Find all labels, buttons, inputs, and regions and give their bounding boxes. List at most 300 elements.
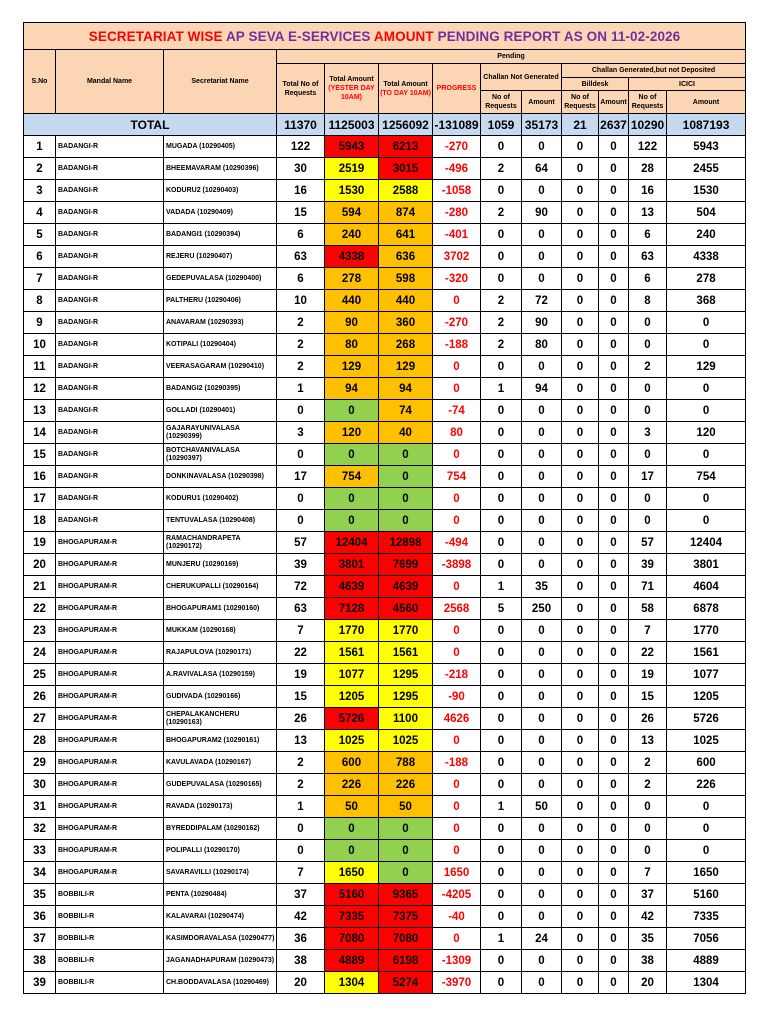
row-bd-amount: 0 [599,796,629,818]
row-progress: 0 [433,356,481,378]
row-cn-requests: 1 [481,576,522,598]
row-cn-requests: 0 [481,906,522,928]
row-amount-today: 1100 [379,708,433,730]
row-icici-requests: 20 [629,972,667,994]
row-bd-requests: 0 [562,334,599,356]
row-total-requests: 7 [277,862,325,884]
row-icici-requests: 35 [629,928,667,950]
row-mandal-name: BHOGAPURAM-R [56,686,164,708]
row-amount-today: 1025 [379,730,433,752]
row-secretariat-name: RAVADA (10290173) [164,796,277,818]
row-amount-yesterday: 600 [325,752,379,774]
row-secretariat-name: PALTHERU (10290406) [164,290,277,312]
row-cn-amount: 0 [522,554,562,576]
row-sno: 20 [24,554,56,576]
row-secretariat-name: RAMACHANDRAPETA (10290172) [164,532,277,554]
row-bd-amount: 0 [599,950,629,972]
row-total-requests: 38 [277,950,325,972]
row-icici-amount: 5726 [667,708,746,730]
row-mandal-name: BADANGI-R [56,268,164,290]
row-cn-requests: 0 [481,466,522,488]
row-cn-amount: 0 [522,422,562,444]
row-bd-amount: 0 [599,532,629,554]
total-cn-requests: 1059 [481,114,522,136]
row-total-requests: 15 [277,202,325,224]
row-bd-amount: 0 [599,818,629,840]
row-mandal-name: BOBBILI-R [56,928,164,950]
header-cn-amount: Amount [522,91,562,114]
row-cn-amount: 90 [522,202,562,224]
row-mandal-name: BOBBILI-R [56,906,164,928]
table-row [24,136,746,158]
row-cn-amount: 50 [522,796,562,818]
row-amount-yesterday: 0 [325,510,379,532]
row-bd-amount: 0 [599,686,629,708]
row-cn-amount: 0 [522,444,562,466]
row-bd-requests: 0 [562,444,599,466]
row-bd-requests: 0 [562,554,599,576]
row-icici-amount: 754 [667,466,746,488]
row-mandal-name: BADANGI-R [56,246,164,268]
row-mandal-name: BHOGAPURAM-R [56,818,164,840]
row-icici-requests: 26 [629,708,667,730]
row-bd-requests: 0 [562,708,599,730]
row-amount-today: 226 [379,774,433,796]
row-bd-requests: 0 [562,576,599,598]
row-amount-yesterday: 120 [325,422,379,444]
row-secretariat-name: KALAVARAI (10290474) [164,906,277,928]
row-cn-requests: 5 [481,598,522,620]
row-icici-amount: 4338 [667,246,746,268]
row-cn-amount: 0 [522,620,562,642]
row-sno: 18 [24,510,56,532]
row-amount-yesterday: 1025 [325,730,379,752]
row-icici-amount: 5160 [667,884,746,906]
row-sno: 16 [24,466,56,488]
row-amount-today: 4639 [379,576,433,598]
row-cn-amount: 24 [522,928,562,950]
row-cn-amount: 0 [522,884,562,906]
row-bd-requests: 0 [562,356,599,378]
row-icici-requests: 0 [629,818,667,840]
row-icici-requests: 42 [629,906,667,928]
row-sno: 23 [24,620,56,642]
row-cn-amount: 90 [522,312,562,334]
header-amount-today-label: Total Amount [383,80,428,88]
row-bd-amount: 0 [599,158,629,180]
row-secretariat-name: CHEPALAKANCHERU (10290163) [164,708,277,730]
table-row [24,862,746,884]
row-progress: -188 [433,752,481,774]
header-secretariat: Secretariat Name [164,50,277,114]
row-progress: 0 [433,576,481,598]
row-sno: 36 [24,906,56,928]
row-secretariat-name: PENTA (10290484) [164,884,277,906]
row-icici-requests: 0 [629,400,667,422]
row-cn-requests: 0 [481,730,522,752]
row-amount-today: 0 [379,444,433,466]
row-amount-yesterday: 1530 [325,180,379,202]
table-row [24,664,746,686]
row-amount-today: 874 [379,202,433,224]
row-icici-requests: 0 [629,378,667,400]
header-amount-yesterday [325,64,379,114]
table-row [24,422,746,444]
row-cn-requests: 0 [481,708,522,730]
row-cn-requests: 0 [481,840,522,862]
row-cn-requests: 2 [481,334,522,356]
table-row [24,532,746,554]
table-row [24,180,746,202]
table-row [24,796,746,818]
row-mandal-name: BHOGAPURAM-R [56,796,164,818]
row-secretariat-name: KOTIPALI (10290404) [164,334,277,356]
row-mandal-name: BADANGI-R [56,510,164,532]
table-row [24,906,746,928]
row-icici-requests: 6 [629,268,667,290]
row-amount-yesterday: 7335 [325,906,379,928]
row-cn-requests: 2 [481,290,522,312]
header-total-requests: Total No of Requests [277,64,325,114]
row-icici-requests: 3 [629,422,667,444]
row-sno: 5 [24,224,56,246]
table-row [24,444,746,466]
row-bd-amount: 0 [599,246,629,268]
row-bd-requests: 0 [562,400,599,422]
row-progress: 0 [433,774,481,796]
row-total-requests: 3 [277,422,325,444]
row-icici-amount: 129 [667,356,746,378]
row-progress: -1058 [433,180,481,202]
row-icici-requests: 2 [629,774,667,796]
row-bd-requests: 0 [562,202,599,224]
row-icici-amount: 7056 [667,928,746,950]
row-amount-today: 6213 [379,136,433,158]
header-progress: PROGRESS [433,64,481,114]
row-progress: -4205 [433,884,481,906]
row-icici-amount: 0 [667,796,746,818]
row-amount-today: 7080 [379,928,433,950]
row-progress: 754 [433,466,481,488]
row-sno: 31 [24,796,56,818]
row-icici-requests: 22 [629,642,667,664]
row-cn-requests: 0 [481,664,522,686]
row-amount-today: 7699 [379,554,433,576]
row-sno: 14 [24,422,56,444]
row-bd-amount: 0 [599,334,629,356]
total-bd-amount: 2637 [599,114,629,136]
row-cn-requests: 0 [481,818,522,840]
row-amount-yesterday: 4639 [325,576,379,598]
row-icici-requests: 2 [629,752,667,774]
row-bd-requests: 0 [562,378,599,400]
row-amount-today: 2588 [379,180,433,202]
row-bd-amount: 0 [599,774,629,796]
row-secretariat-name: VEERASAGARAM (10290410) [164,356,277,378]
row-icici-amount: 1077 [667,664,746,686]
row-cn-requests: 0 [481,642,522,664]
row-icici-amount: 4889 [667,950,746,972]
row-amount-yesterday: 5160 [325,884,379,906]
row-amount-yesterday: 240 [325,224,379,246]
table-row [24,730,746,752]
row-cn-requests: 0 [481,444,522,466]
row-sno: 9 [24,312,56,334]
row-cn-amount: 0 [522,246,562,268]
row-cn-requests: 0 [481,400,522,422]
row-bd-requests: 0 [562,466,599,488]
row-secretariat-name: MUKKAM (10290168) [164,620,277,642]
row-sno: 10 [24,334,56,356]
row-amount-yesterday: 7080 [325,928,379,950]
header-sno: S.No [24,50,56,114]
row-progress: 4626 [433,708,481,730]
table-row [24,312,746,334]
row-total-requests: 0 [277,444,325,466]
row-total-requests: 26 [277,708,325,730]
row-bd-amount: 0 [599,972,629,994]
header-amount-yesterday-sub: (YESTER DAY 10AM) [328,85,375,101]
row-total-requests: 42 [277,906,325,928]
row-icici-amount: 1561 [667,642,746,664]
row-bd-requests: 0 [562,598,599,620]
row-cn-requests: 0 [481,686,522,708]
row-cn-requests: 0 [481,554,522,576]
row-bd-requests: 0 [562,422,599,444]
row-bd-requests: 0 [562,818,599,840]
table-row [24,466,746,488]
row-bd-requests: 0 [562,796,599,818]
row-secretariat-name: A.RAVIVALASA (10290159) [164,664,277,686]
row-bd-requests: 0 [562,290,599,312]
row-bd-amount: 0 [599,620,629,642]
row-bd-requests: 0 [562,840,599,862]
row-cn-amount: 94 [522,378,562,400]
row-icici-amount: 226 [667,774,746,796]
row-mandal-name: BADANGI-R [56,400,164,422]
row-total-requests: 1 [277,796,325,818]
total-cn-amount: 35173 [522,114,562,136]
row-progress: 0 [433,290,481,312]
row-total-requests: 57 [277,532,325,554]
table-row [24,774,746,796]
row-progress: -320 [433,268,481,290]
row-icici-requests: 17 [629,466,667,488]
header-icici-requests: No of Requests [629,91,667,114]
row-progress: -90 [433,686,481,708]
row-bd-requests: 0 [562,642,599,664]
row-total-requests: 10 [277,290,325,312]
row-cn-amount: 0 [522,906,562,928]
row-bd-amount: 0 [599,576,629,598]
table-row [24,884,746,906]
row-amount-today: 440 [379,290,433,312]
row-mandal-name: BHOGAPURAM-R [56,532,164,554]
row-bd-requests: 0 [562,686,599,708]
row-icici-requests: 0 [629,488,667,510]
table-row [24,510,746,532]
row-bd-requests: 0 [562,158,599,180]
header-cn-requests: No of Requests [481,91,522,114]
row-icici-requests: 0 [629,312,667,334]
row-total-requests: 20 [277,972,325,994]
table-row [24,928,746,950]
row-amount-today: 6198 [379,950,433,972]
row-mandal-name: BHOGAPURAM-R [56,554,164,576]
row-cn-requests: 0 [481,774,522,796]
row-cn-amount: 35 [522,576,562,598]
row-icici-amount: 278 [667,268,746,290]
row-cn-requests: 0 [481,224,522,246]
row-amount-today: 4560 [379,598,433,620]
row-mandal-name: BOBBILI-R [56,884,164,906]
row-bd-amount: 0 [599,664,629,686]
row-icici-amount: 6878 [667,598,746,620]
row-amount-yesterday: 1205 [325,686,379,708]
row-sno: 15 [24,444,56,466]
row-progress: -218 [433,664,481,686]
row-amount-today: 0 [379,510,433,532]
row-bd-requests: 0 [562,752,599,774]
row-cn-requests: 0 [481,268,522,290]
table-row [24,708,746,730]
row-amount-yesterday: 754 [325,466,379,488]
row-mandal-name: BHOGAPURAM-R [56,620,164,642]
table-row [24,334,746,356]
row-amount-yesterday: 5943 [325,136,379,158]
header-billdesk: Billdesk [562,78,629,91]
row-cn-amount: 0 [522,708,562,730]
total-icici-amount: 1087193 [667,114,746,136]
row-amount-today: 268 [379,334,433,356]
row-bd-requests: 0 [562,906,599,928]
row-amount-yesterday: 1650 [325,862,379,884]
row-cn-requests: 0 [481,246,522,268]
row-bd-amount: 0 [599,444,629,466]
row-mandal-name: BHOGAPURAM-R [56,664,164,686]
row-cn-amount: 0 [522,752,562,774]
row-bd-amount: 0 [599,840,629,862]
row-icici-amount: 7335 [667,906,746,928]
row-total-requests: 22 [277,642,325,664]
row-bd-requests: 0 [562,862,599,884]
row-icici-amount: 1530 [667,180,746,202]
row-cn-requests: 0 [481,884,522,906]
row-icici-amount: 5943 [667,136,746,158]
row-sno: 4 [24,202,56,224]
row-bd-amount: 0 [599,378,629,400]
row-icici-amount: 1205 [667,686,746,708]
row-amount-today: 641 [379,224,433,246]
row-secretariat-name: GUDIVADA (10290166) [164,686,277,708]
row-icici-amount: 4604 [667,576,746,598]
row-amount-yesterday: 1077 [325,664,379,686]
table-row [24,620,746,642]
row-amount-today: 40 [379,422,433,444]
row-amount-yesterday: 50 [325,796,379,818]
total-amount-today: 1256092 [379,114,433,136]
row-bd-requests: 0 [562,488,599,510]
row-total-requests: 0 [277,488,325,510]
row-cn-requests: 2 [481,312,522,334]
row-icici-amount: 0 [667,510,746,532]
row-bd-requests: 0 [562,730,599,752]
row-sno: 33 [24,840,56,862]
row-cn-amount: 0 [522,950,562,972]
table-row [24,840,746,862]
row-amount-yesterday: 2519 [325,158,379,180]
row-cn-requests: 1 [481,378,522,400]
row-cn-amount: 80 [522,334,562,356]
total-row [24,114,746,136]
row-mandal-name: BADANGI-R [56,158,164,180]
row-secretariat-name: CH.BODDAVALASA (10290469) [164,972,277,994]
row-mandal-name: BADANGI-R [56,136,164,158]
row-secretariat-name: GEDEPUVALASA (10290400) [164,268,277,290]
row-secretariat-name: DONKINAVALASA (10290398) [164,466,277,488]
row-secretariat-name: JAGANADHAPURAM (10290473) [164,950,277,972]
row-secretariat-name: VADADA (10290409) [164,202,277,224]
row-secretariat-name: BHOGAPURAM1 (10290160) [164,598,277,620]
row-secretariat-name: POLIPALLI (10290170) [164,840,277,862]
row-bd-amount: 0 [599,136,629,158]
row-icici-requests: 38 [629,950,667,972]
row-sno: 30 [24,774,56,796]
row-bd-amount: 0 [599,928,629,950]
row-bd-amount: 0 [599,906,629,928]
row-bd-amount: 0 [599,752,629,774]
row-mandal-name: BHOGAPURAM-R [56,774,164,796]
row-amount-yesterday: 0 [325,840,379,862]
title-text-3: AMOUNT [370,28,438,44]
row-secretariat-name: BYREDDIPALAM (10290162) [164,818,277,840]
row-sno: 17 [24,488,56,510]
row-amount-yesterday: 1304 [325,972,379,994]
row-amount-today: 598 [379,268,433,290]
row-icici-amount: 368 [667,290,746,312]
row-cn-requests: 1 [481,928,522,950]
row-secretariat-name: RAJAPULOVA (10290171) [164,642,277,664]
row-progress: 0 [433,840,481,862]
row-progress: 0 [433,730,481,752]
row-amount-yesterday: 226 [325,774,379,796]
row-mandal-name: BADANGI-R [56,224,164,246]
total-icici-requests: 10290 [629,114,667,136]
row-bd-amount: 0 [599,510,629,532]
row-amount-today: 12898 [379,532,433,554]
row-cn-requests: 0 [481,532,522,554]
row-cn-requests: 0 [481,356,522,378]
row-amount-today: 5274 [379,972,433,994]
row-progress: -496 [433,158,481,180]
row-mandal-name: BHOGAPURAM-R [56,840,164,862]
row-cn-amount: 0 [522,400,562,422]
row-icici-amount: 0 [667,444,746,466]
row-bd-amount: 0 [599,708,629,730]
row-icici-amount: 0 [667,840,746,862]
row-progress: -270 [433,312,481,334]
row-bd-amount: 0 [599,356,629,378]
row-amount-today: 1561 [379,642,433,664]
row-sno: 38 [24,950,56,972]
row-icici-amount: 0 [667,312,746,334]
row-total-requests: 63 [277,598,325,620]
row-cn-amount: 0 [522,136,562,158]
row-icici-requests: 71 [629,576,667,598]
row-amount-today: 0 [379,488,433,510]
header-bd-requests: No of Requests [562,91,599,114]
row-cn-amount: 0 [522,818,562,840]
